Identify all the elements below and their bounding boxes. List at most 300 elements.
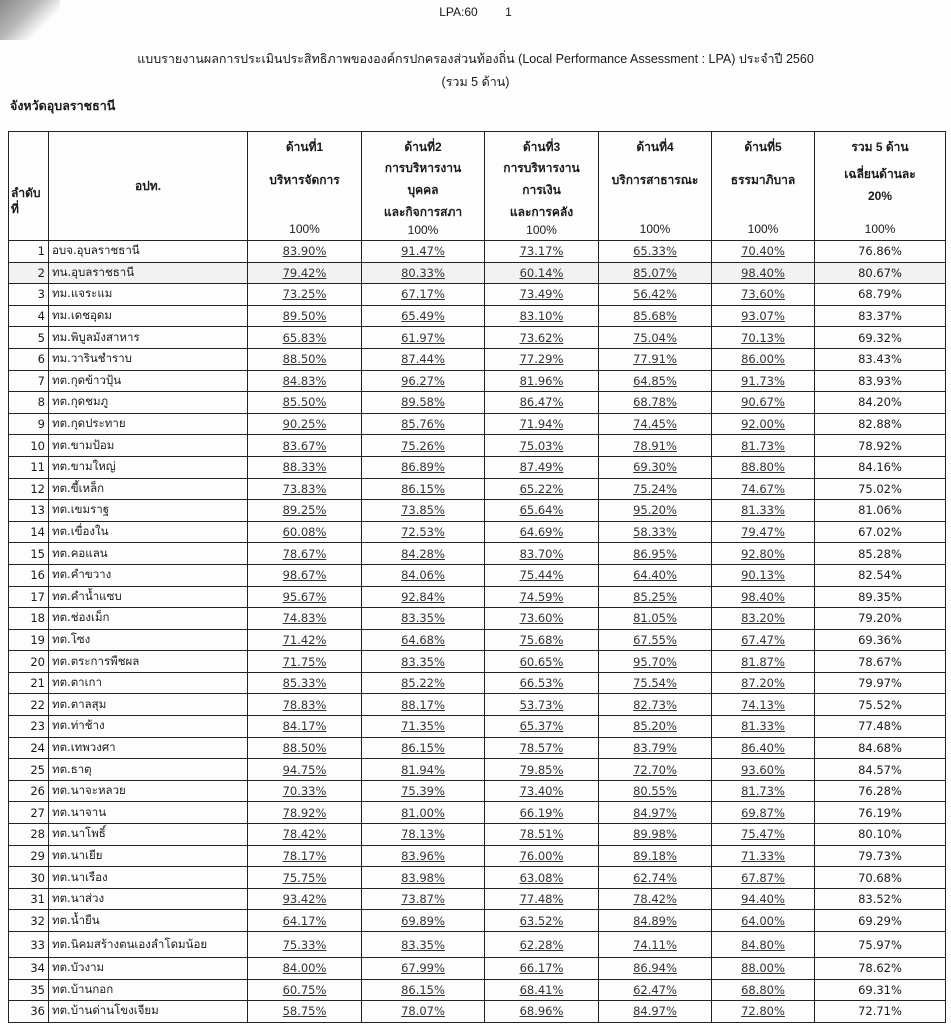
table-row [9,910,946,932]
org-name-cell: ทต.คำขวาง [49,564,248,586]
total-score-cell: 82.54% [815,564,946,586]
score-d5-cell: 98.40% [712,262,815,284]
rank-cell: 20 [9,651,49,673]
score-d1-cell: 64.17% [248,910,362,932]
table-row [9,586,946,608]
header-d4: ด้านที่4 บริการสาธารณะ 100% [599,132,712,241]
score-d5-cell: 92.80% [712,543,815,565]
total-score-cell: 78.67% [815,651,946,673]
score-d4-cell: 85.25% [599,586,712,608]
score-d1-cell: 83.67% [248,435,362,457]
table-row [9,932,946,958]
score-d5-cell: 91.73% [712,370,815,392]
score-d5-cell: 74.67% [712,478,815,500]
score-d1-cell: 84.00% [248,958,362,980]
score-d5-cell: 98.40% [712,586,815,608]
score-d4-cell: 68.78% [599,392,712,414]
score-d2-cell: 75.39% [362,780,485,802]
score-d4-cell: 85.07% [599,262,712,284]
score-d5-cell: 74.13% [712,694,815,716]
score-d1-cell: 65.83% [248,327,362,349]
score-d4-cell: 62.47% [599,979,712,1001]
org-name-cell: ทต.คอแลน [49,543,248,565]
org-name-cell: ทต.บ้านด่านโขงเจียม [49,1001,248,1023]
score-d2-cell: 67.99% [362,958,485,980]
rank-cell: 5 [9,327,49,349]
table-row [9,759,946,781]
score-d5-cell: 81.73% [712,435,815,457]
rank-cell: 34 [9,958,49,980]
table-row [9,435,946,457]
score-d2-cell: 84.28% [362,543,485,565]
total-score-cell: 81.06% [815,500,946,522]
org-name-cell: ทต.นาเยีย [49,845,248,867]
score-d4-cell: 78.42% [599,888,712,910]
table-header-row [9,132,946,241]
rank-cell: 28 [9,824,49,846]
rank-cell: 4 [9,305,49,327]
score-d4-cell: 56.42% [599,284,712,306]
score-d3-cell: 53.73% [485,694,599,716]
table-row [9,958,946,980]
score-d4-cell: 95.70% [599,651,712,673]
score-d2-cell: 65.49% [362,305,485,327]
score-d2-cell: 64.68% [362,629,485,651]
org-name-cell: ทต.นาเรือง [49,867,248,889]
score-d4-cell: 72.70% [599,759,712,781]
score-d3-cell: 73.40% [485,780,599,802]
org-name-cell: ทต.กุดข้าวปุ้น [49,370,248,392]
total-score-cell: 76.86% [815,241,946,263]
score-d2-cell: 83.35% [362,932,485,958]
total-score-cell: 82.88% [815,413,946,435]
score-d1-cell: 75.75% [248,867,362,889]
score-d2-cell: 91.47% [362,241,485,263]
header-d2: ด้านที่2 การบริหารงาน บุคคล และกิจการสภา 100% [362,132,485,241]
rank-cell: 6 [9,348,49,370]
rank-cell: 19 [9,629,49,651]
province-label: จังหวัดอุบลราชธานี [10,99,116,113]
score-d3-cell: 68.96% [485,1001,599,1023]
table-row [9,737,946,759]
score-d2-cell: 83.96% [362,845,485,867]
score-d3-cell: 78.57% [485,737,599,759]
score-d5-cell: 88.00% [712,958,815,980]
score-d5-cell: 83.20% [712,608,815,630]
score-d2-cell: 73.85% [362,500,485,522]
table-row [9,456,946,478]
score-d3-cell: 75.68% [485,629,599,651]
score-d1-cell: 88.50% [248,737,362,759]
score-d5-cell: 71.33% [712,845,815,867]
org-name-cell: ทต.กุดประทาย [49,413,248,435]
org-name-cell: ทต.นาจาน [49,802,248,824]
score-d2-cell: 88.17% [362,694,485,716]
table-row [9,802,946,824]
score-d4-cell: 75.54% [599,672,712,694]
total-score-cell: 69.29% [815,910,946,932]
score-d4-cell: 89.98% [599,824,712,846]
score-d4-cell: 69.30% [599,456,712,478]
score-d5-cell: 81.33% [712,500,815,522]
table-row [9,392,946,414]
org-name-cell: ทต.เทพวงศา [49,737,248,759]
total-score-cell: 83.37% [815,305,946,327]
rank-cell: 32 [9,910,49,932]
score-d4-cell: 77.91% [599,348,712,370]
table-row [9,478,946,500]
score-d1-cell: 71.75% [248,651,362,673]
total-score-cell: 70.68% [815,867,946,889]
score-d1-cell: 58.75% [248,1001,362,1023]
score-d3-cell: 62.28% [485,932,599,958]
score-d3-cell: 74.59% [485,586,599,608]
header-total: รวม 5 ด้าน เฉลี่ยนด้านละ 20% 100% [815,132,946,241]
score-d4-cell: 64.40% [599,564,712,586]
rank-cell: 17 [9,586,49,608]
score-d1-cell: 75.33% [248,932,362,958]
score-d5-cell: 92.00% [712,413,815,435]
org-name-cell: ทน.อุบลราชธานี [49,262,248,284]
score-d3-cell: 78.51% [485,824,599,846]
score-d1-cell: 78.67% [248,543,362,565]
score-d3-cell: 73.62% [485,327,599,349]
score-d1-cell: 71.42% [248,629,362,651]
total-score-cell: 77.48% [815,716,946,738]
report-title: แบบรายงานผลการประเมินประสิทธิภาพขององค์กรปกครองส่วนท้องถิ่น (Local Performance Assessment : LPA) ประจำปี 2560 [137,52,814,66]
org-name-cell: ทต.เขมราฐ [49,500,248,522]
score-d5-cell: 68.80% [712,979,815,1001]
score-d4-cell: 85.20% [599,716,712,738]
score-d5-cell: 90.67% [712,392,815,414]
org-name-cell: ทม.แจระแม [49,284,248,306]
table-row [9,500,946,522]
org-name-cell: อบจ.อุบลราชธานี [49,241,248,263]
table-row [9,608,946,630]
score-d3-cell: 60.14% [485,262,599,284]
score-d5-cell: 64.00% [712,910,815,932]
score-d2-cell: 85.22% [362,672,485,694]
table-row [9,1001,946,1023]
total-score-cell: 75.02% [815,478,946,500]
rank-cell: 25 [9,759,49,781]
org-name-cell: ทต.นาจะหลวย [49,780,248,802]
score-d2-cell: 81.00% [362,802,485,824]
org-name-cell: ทต.นาส่วง [49,888,248,910]
score-d5-cell: 75.47% [712,824,815,846]
rank-cell: 13 [9,500,49,522]
score-d2-cell: 71.35% [362,716,485,738]
lpa-score-table [8,131,946,1023]
page-code [0,5,951,19]
table-row [9,979,946,1001]
total-score-cell: 69.36% [815,629,946,651]
total-score-cell: 84.16% [815,456,946,478]
org-name-cell: ทต.บัวงาม [49,958,248,980]
total-score-cell: 68.79% [815,284,946,306]
rank-cell: 10 [9,435,49,457]
score-d1-cell: 88.33% [248,456,362,478]
rank-cell: 9 [9,413,49,435]
score-d2-cell: 83.35% [362,651,485,673]
score-d4-cell: 84.97% [599,1001,712,1023]
rank-cell: 22 [9,694,49,716]
score-d5-cell: 90.13% [712,564,815,586]
rank-cell: 3 [9,284,49,306]
score-d1-cell: 78.17% [248,845,362,867]
score-d3-cell: 83.70% [485,543,599,565]
org-name-cell: ทต.คำน้ำแซบ [49,586,248,608]
score-d5-cell: 79.47% [712,521,815,543]
table-row [9,716,946,738]
total-score-cell: 85.28% [815,543,946,565]
score-d5-cell: 86.40% [712,737,815,759]
table-row [9,651,946,673]
rank-cell: 31 [9,888,49,910]
score-d1-cell: 93.42% [248,888,362,910]
score-d5-cell: 86.00% [712,348,815,370]
org-name-cell: ทต.ขามใหญ่ [49,456,248,478]
score-d3-cell: 77.29% [485,348,599,370]
org-name-cell: ทต.โซง [49,629,248,651]
table-row [9,845,946,867]
score-d5-cell: 84.80% [712,932,815,958]
rank-cell: 18 [9,608,49,630]
score-d4-cell: 85.68% [599,305,712,327]
total-score-cell: 72.71% [815,1001,946,1023]
score-d4-cell: 78.91% [599,435,712,457]
rank-cell: 24 [9,737,49,759]
score-d1-cell: 70.33% [248,780,362,802]
org-name-cell: ทต.ตระการพืชผล [49,651,248,673]
score-d1-cell: 85.50% [248,392,362,414]
table-row [9,284,946,306]
table-row [9,262,946,284]
score-d2-cell: 89.58% [362,392,485,414]
score-d2-cell: 67.17% [362,284,485,306]
table-row [9,348,946,370]
score-d5-cell: 81.87% [712,651,815,673]
score-d4-cell: 58.33% [599,521,712,543]
header-org: อปท. [49,132,248,241]
score-d5-cell: 72.80% [712,1001,815,1023]
total-score-cell: 89.35% [815,586,946,608]
total-score-cell: 83.93% [815,370,946,392]
score-d4-cell: 67.55% [599,629,712,651]
score-d1-cell: 90.25% [248,413,362,435]
total-score-cell: 84.57% [815,759,946,781]
table-row [9,694,946,716]
rank-cell: 26 [9,780,49,802]
total-score-cell: 80.10% [815,824,946,846]
org-name-cell: ทต.ท่าช้าง [49,716,248,738]
score-d3-cell: 87.49% [485,456,599,478]
score-d3-cell: 63.52% [485,910,599,932]
total-score-cell: 84.68% [815,737,946,759]
total-score-cell: 79.20% [815,608,946,630]
score-d4-cell: 86.95% [599,543,712,565]
table-row [9,629,946,651]
score-d2-cell: 75.26% [362,435,485,457]
score-d1-cell: 74.83% [248,608,362,630]
org-name-cell: ทต.เขื่องใน [49,521,248,543]
rank-cell: 15 [9,543,49,565]
score-d5-cell: 67.47% [712,629,815,651]
score-d4-cell: 75.24% [599,478,712,500]
table-row [9,564,946,586]
org-name-cell: ทม.วารินชำราบ [49,348,248,370]
score-d3-cell: 73.60% [485,608,599,630]
rank-cell: 8 [9,392,49,414]
score-d2-cell: 61.97% [362,327,485,349]
score-d2-cell: 86.15% [362,737,485,759]
rank-cell: 1 [9,241,49,263]
header-rank: ลำดับ ที่ [9,132,49,241]
table-row [9,543,946,565]
org-name-cell: ทต.ธาตุ [49,759,248,781]
score-d2-cell: 83.35% [362,608,485,630]
table-row [9,413,946,435]
score-d2-cell: 96.27% [362,370,485,392]
rank-cell: 36 [9,1001,49,1023]
rank-cell: 35 [9,979,49,1001]
total-score-cell: 78.62% [815,958,946,980]
org-name-cell: ทต.นาโพธิ์ [49,824,248,846]
report-subtitle: (รวม 5 ด้าน) [441,75,510,89]
score-d5-cell: 93.60% [712,759,815,781]
score-d1-cell: 60.75% [248,979,362,1001]
score-d4-cell: 84.97% [599,802,712,824]
score-d1-cell: 94.75% [248,759,362,781]
score-d4-cell: 80.55% [599,780,712,802]
score-d3-cell: 63.08% [485,867,599,889]
org-name-cell: ทต.ขี้เหล็ก [49,478,248,500]
score-d1-cell: 89.25% [248,500,362,522]
score-d1-cell: 73.83% [248,478,362,500]
score-d2-cell: 69.89% [362,910,485,932]
table-row [9,327,946,349]
rank-cell: 12 [9,478,49,500]
score-d4-cell: 89.18% [599,845,712,867]
score-d1-cell: 88.50% [248,348,362,370]
total-score-cell: 84.20% [815,392,946,414]
score-d5-cell: 70.40% [712,241,815,263]
score-d3-cell: 86.47% [485,392,599,414]
score-d1-cell: 89.50% [248,305,362,327]
page-number: 1 [505,5,512,19]
score-d1-cell: 84.17% [248,716,362,738]
rank-cell: 23 [9,716,49,738]
total-score-cell: 83.52% [815,888,946,910]
rank-cell: 30 [9,867,49,889]
table-row [9,867,946,889]
total-score-cell: 76.28% [815,780,946,802]
org-name-cell: ทต.น้ำยืน [49,910,248,932]
score-d3-cell: 65.22% [485,478,599,500]
rank-cell: 27 [9,802,49,824]
score-d3-cell: 76.00% [485,845,599,867]
score-d4-cell: 86.94% [599,958,712,980]
score-d3-cell: 65.37% [485,716,599,738]
score-d1-cell: 83.90% [248,241,362,263]
score-d4-cell: 62.74% [599,867,712,889]
table-row [9,780,946,802]
table-row [9,888,946,910]
total-score-cell: 79.73% [815,845,946,867]
score-d1-cell: 95.67% [248,586,362,608]
score-d5-cell: 69.87% [712,802,815,824]
rank-cell: 16 [9,564,49,586]
score-d3-cell: 73.17% [485,241,599,263]
total-score-cell: 67.02% [815,521,946,543]
org-name-cell: ทต.นิคมสร้างตนเองลำโดมน้อย [49,932,248,958]
rank-cell: 29 [9,845,49,867]
table-row [9,370,946,392]
score-d2-cell: 86.15% [362,478,485,500]
score-d1-cell: 78.92% [248,802,362,824]
table-row [9,521,946,543]
rank-cell: 2 [9,262,49,284]
score-d2-cell: 86.89% [362,456,485,478]
score-d2-cell: 80.33% [362,262,485,284]
score-d1-cell: 78.83% [248,694,362,716]
score-d4-cell: 84.89% [599,910,712,932]
org-name-cell: ทม.เดชอุดม [49,305,248,327]
score-d3-cell: 65.64% [485,500,599,522]
score-d1-cell: 73.25% [248,284,362,306]
score-d1-cell: 60.08% [248,521,362,543]
total-score-cell: 69.31% [815,979,946,1001]
table-row [9,672,946,694]
org-name-cell: ทต.บ้านกอก [49,979,248,1001]
score-d4-cell: 82.73% [599,694,712,716]
score-d3-cell: 75.44% [485,564,599,586]
org-name-cell: ทต.ขามป้อม [49,435,248,457]
score-d3-cell: 66.17% [485,958,599,980]
score-d1-cell: 85.33% [248,672,362,694]
score-d4-cell: 83.79% [599,737,712,759]
org-name-cell: ทต.ตาลสุม [49,694,248,716]
score-d2-cell: 86.15% [362,979,485,1001]
total-score-cell: 75.52% [815,694,946,716]
score-d3-cell: 75.03% [485,435,599,457]
rank-cell: 14 [9,521,49,543]
header-d1: ด้านที่1 บริหารจัดการ 100% [248,132,362,241]
score-d3-cell: 68.41% [485,979,599,1001]
score-d3-cell: 73.49% [485,284,599,306]
score-d5-cell: 94.40% [712,888,815,910]
score-d4-cell: 81.05% [599,608,712,630]
total-score-cell: 78.92% [815,435,946,457]
score-d2-cell: 87.44% [362,348,485,370]
rank-cell: 7 [9,370,49,392]
rank-cell: 33 [9,932,49,958]
page-code-label: LPA:60 [439,5,478,19]
score-d5-cell: 81.33% [712,716,815,738]
total-score-cell: 76.19% [815,802,946,824]
score-d5-cell: 88.80% [712,456,815,478]
rank-cell: 21 [9,672,49,694]
score-d3-cell: 77.48% [485,888,599,910]
score-d3-cell: 83.10% [485,305,599,327]
score-d3-cell: 71.94% [485,413,599,435]
total-score-cell: 69.32% [815,327,946,349]
score-d5-cell: 70.13% [712,327,815,349]
score-d2-cell: 78.07% [362,1001,485,1023]
header-d3: ด้านที่3 การบริหารงาน การเงิน และการคลัง 100% [485,132,599,241]
rank-cell: 11 [9,456,49,478]
table-body [9,241,946,1023]
